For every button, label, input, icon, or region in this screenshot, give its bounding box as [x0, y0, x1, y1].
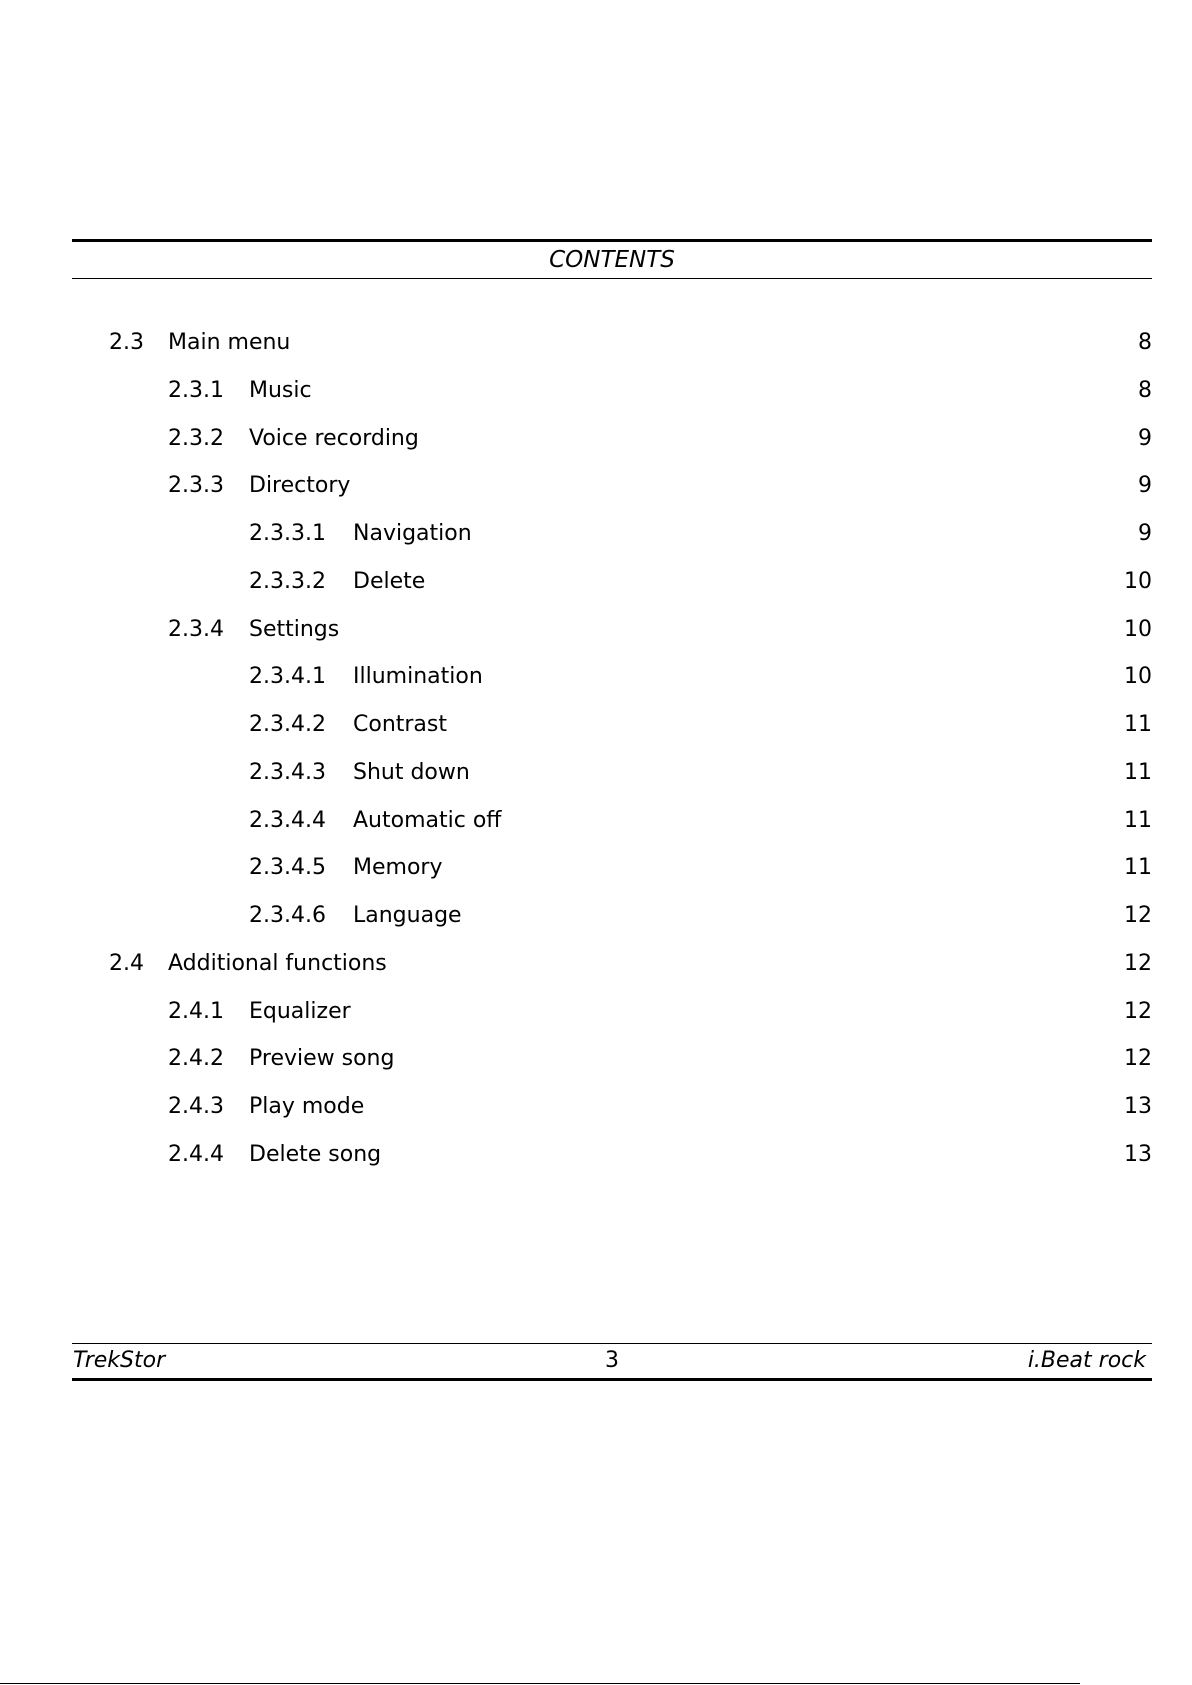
toc-entry-title: Equalizer	[249, 999, 351, 1024]
toc-entry-number: 2.3.4.4	[249, 808, 326, 833]
toc-entry-page: 12	[1124, 951, 1152, 976]
toc-entry-title: Language	[353, 903, 462, 928]
toc-entry[interactable]	[0, 850, 1152, 886]
toc-entry[interactable]	[0, 659, 1152, 695]
toc-entry[interactable]	[0, 898, 1152, 934]
toc-entry-number: 2.3.2	[168, 426, 224, 451]
toc-entry[interactable]	[0, 1041, 1152, 1077]
toc-entry-title: Directory	[249, 473, 351, 498]
toc-entry-page: 12	[1124, 903, 1152, 928]
toc-entry[interactable]	[0, 946, 1152, 982]
toc-entry-title: Additional functions	[168, 951, 387, 976]
toc-entry-page: 11	[1124, 808, 1152, 833]
toc-entry-title: Delete	[353, 569, 426, 594]
toc-entry-title: Play mode	[249, 1094, 365, 1119]
toc-entry-page: 12	[1124, 1046, 1152, 1071]
toc-entry[interactable]	[0, 994, 1152, 1030]
toc-entry-title: Illumination	[353, 664, 483, 689]
toc-entry-page: 9	[1138, 521, 1152, 546]
toc-entry[interactable]	[0, 707, 1152, 743]
toc-entry[interactable]	[0, 1137, 1152, 1173]
toc-entry[interactable]	[0, 1089, 1152, 1125]
toc-entry[interactable]	[0, 516, 1152, 552]
toc-entry-page: 8	[1138, 330, 1152, 355]
toc-entry-number: 2.3.1	[168, 378, 224, 403]
toc-entry-number: 2.4.1	[168, 999, 224, 1024]
toc-entry-number: 2.3.4.6	[249, 903, 326, 928]
toc-entry-page: 9	[1138, 426, 1152, 451]
toc-entry[interactable]	[0, 421, 1152, 457]
toc-entry-page: 10	[1124, 664, 1152, 689]
toc-entry-page: 11	[1124, 760, 1152, 785]
toc-entry-title: Delete song	[249, 1142, 382, 1167]
toc-entry-number: 2.3.3.1	[249, 521, 326, 546]
toc-entry-number: 2.4.2	[168, 1046, 224, 1071]
toc-entry-number: 2.3.4.1	[249, 664, 326, 689]
toc-entry-number: 2.3.3.2	[249, 569, 326, 594]
toc-entry-title: Main menu	[168, 330, 291, 355]
toc-entry[interactable]	[0, 564, 1152, 600]
toc-entry-title: Automatic off	[353, 808, 502, 833]
toc-entry-number: 2.3.4	[168, 617, 224, 642]
toc-entry-title: Shut down	[353, 760, 470, 785]
toc-entry-number: 2.4.3	[168, 1094, 224, 1119]
toc-entry-title: Navigation	[353, 521, 472, 546]
toc-entry-title: Contrast	[353, 712, 448, 737]
toc-entry-title: Settings	[249, 617, 340, 642]
footer-rule-bottom	[72, 1378, 1152, 1381]
toc-entry-number: 2.3	[109, 330, 144, 355]
toc-entry-page: 11	[1124, 855, 1152, 880]
toc-entry-number: 2.3.3	[168, 473, 224, 498]
toc-entry-number: 2.3.4.2	[249, 712, 326, 737]
toc-entry-title: Voice recording	[249, 426, 419, 451]
header-rule-bottom	[72, 278, 1152, 279]
footer-product-name: i.Beat rock	[1027, 1348, 1146, 1373]
toc-entry-page: 8	[1138, 378, 1152, 403]
page-bottom-edge	[0, 1683, 1080, 1684]
toc-entry-title: Music	[249, 378, 312, 403]
toc-entry[interactable]	[0, 325, 1152, 361]
toc-entry-page: 9	[1138, 473, 1152, 498]
toc-entry-number: 2.4.4	[168, 1142, 224, 1167]
footer-page-number: 3	[605, 1348, 619, 1373]
toc-entry[interactable]	[0, 803, 1152, 839]
toc-entry[interactable]	[0, 755, 1152, 791]
toc-entry-number: 2.3.4.3	[249, 760, 326, 785]
toc-entry-number: 2.4	[109, 951, 144, 976]
toc-entry-number: 2.3.4.5	[249, 855, 326, 880]
toc-entry-page: 12	[1124, 999, 1152, 1024]
toc-entry-title: Memory	[353, 855, 443, 880]
toc-entry[interactable]	[0, 468, 1152, 504]
toc-entry-page: 13	[1124, 1094, 1152, 1119]
toc-entry[interactable]	[0, 373, 1152, 409]
toc-entry-page: 10	[1124, 617, 1152, 642]
toc-entry-page: 10	[1124, 569, 1152, 594]
toc-entry-page: 13	[1124, 1142, 1152, 1167]
footer-brand: TrekStor	[73, 1348, 166, 1373]
toc-entry-page: 11	[1124, 712, 1152, 737]
page-header-title: CONTENTS	[549, 247, 675, 273]
toc-entry-title: Preview song	[249, 1046, 395, 1071]
toc-entry[interactable]	[0, 612, 1152, 648]
